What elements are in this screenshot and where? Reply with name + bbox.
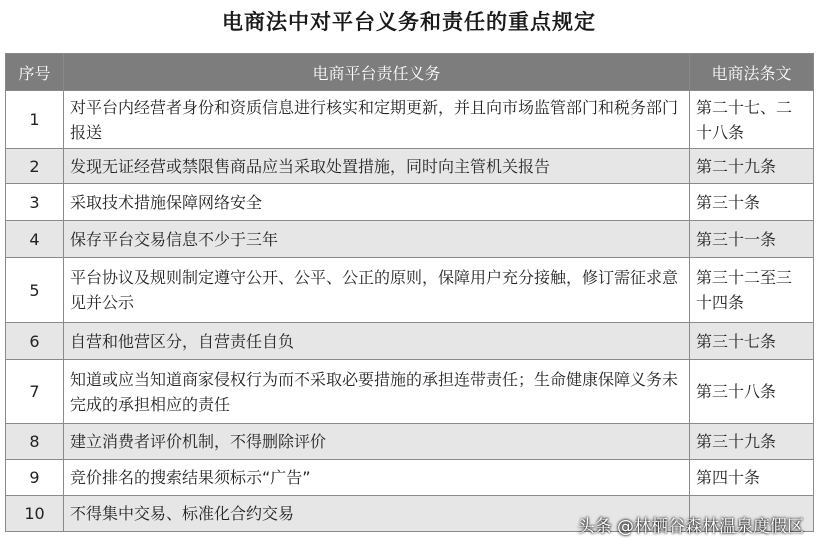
row-index: 1: [6, 91, 64, 149]
row-index: 3: [6, 184, 64, 221]
row-article: 第四十条: [690, 460, 814, 496]
table-row: [6, 460, 814, 496]
row-index: 4: [6, 221, 64, 258]
row-article: 第三十二至三十四条: [690, 258, 814, 323]
row-article: 第二十七、二十八条: [690, 91, 814, 149]
row-article: 第三十九条: [690, 424, 814, 460]
watermark-text: 头条 @林栖谷森林温泉度假区: [577, 517, 804, 537]
header-index: 序号: [6, 54, 64, 91]
row-duty: 竞价排名的搜索结果须标示“广告”: [64, 460, 690, 496]
row-article: 第二十九条: [690, 149, 814, 184]
row-article: 第三十一条: [690, 221, 814, 258]
table-row: [6, 149, 814, 184]
row-duty: 不得集中交易、标准化合约交易: [64, 496, 690, 532]
regulation-table: [5, 53, 814, 532]
table-row: [6, 221, 814, 258]
page-title: 电商法中对平台义务和责任的重点规定: [222, 9, 596, 34]
row-duty: 知道或应当知道商家侵权行为而不采取必要措施的承担连带责任；生命健康保障义务未完成的承担相应的责任: [64, 360, 690, 424]
row-duty: 平台协议及规则制定遵守公开、公平、公正的原则，保障用户充分接触，修订需征求意见并公示: [64, 258, 690, 323]
table-row: [6, 323, 814, 360]
row-duty: 自营和他营区分，自营责任自负: [64, 323, 690, 360]
table-row: [6, 360, 814, 424]
table-row: [6, 91, 814, 149]
table-row: [6, 258, 814, 323]
header-duty: 电商平台责任义务: [64, 54, 690, 91]
row-index: 7: [6, 360, 64, 424]
row-article: 第三十条: [690, 184, 814, 221]
row-article: 第三十七条: [690, 323, 814, 360]
row-index: 6: [6, 323, 64, 360]
row-duty: 建立消费者评价机制，不得删除评价: [64, 424, 690, 460]
table-header-row: [6, 54, 814, 91]
row-index: 8: [6, 424, 64, 460]
row-index: 5: [6, 258, 64, 323]
row-duty: 采取技术措施保障网络安全: [64, 184, 690, 221]
header-article: 电商法条文: [690, 54, 814, 91]
table-row: [6, 424, 814, 460]
row-duty: 保存平台交易信息不少于三年: [64, 221, 690, 258]
row-duty: 对平台内经营者身份和资质信息进行核实和定期更新，并且向市场监管部门和税务部门报送: [64, 91, 690, 149]
row-index: 2: [6, 149, 64, 184]
row-duty: 发现无证经营或禁限售商品应当采取处置措施，同时向主管机关报告: [64, 149, 690, 184]
row-index: 10: [6, 496, 64, 532]
row-article: 第三十八条: [690, 360, 814, 424]
table-row: [6, 184, 814, 221]
row-index: 9: [6, 460, 64, 496]
